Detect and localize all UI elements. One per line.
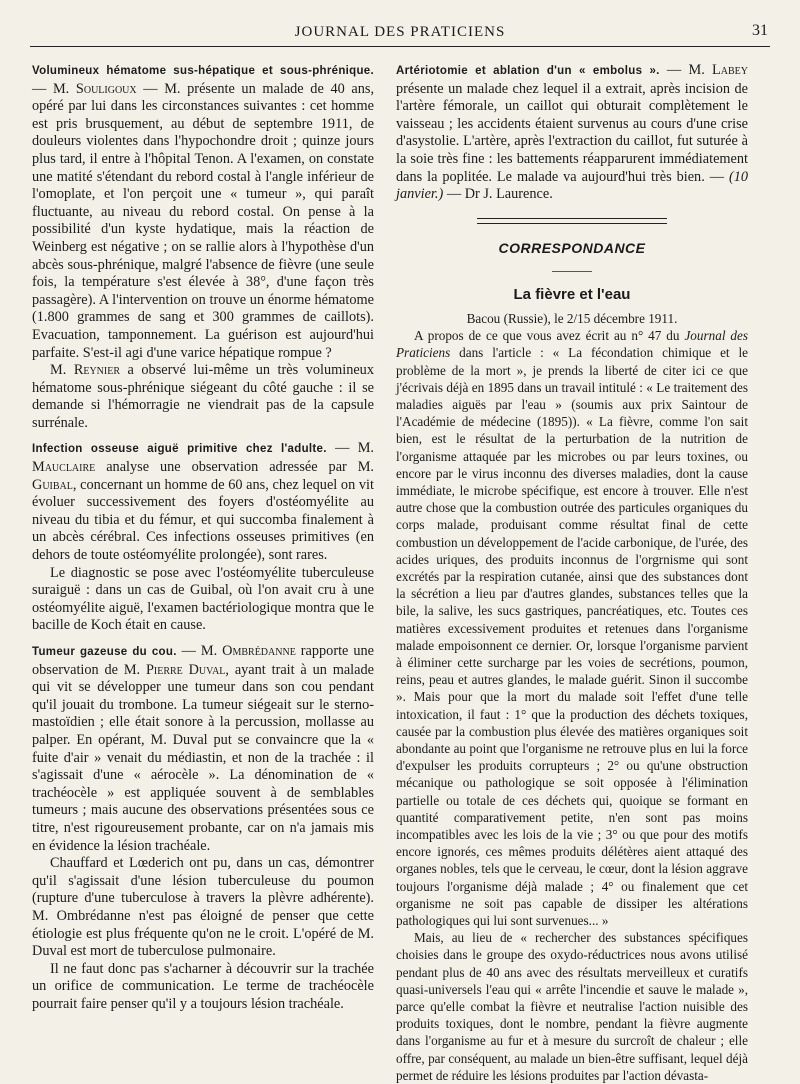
page-header (30, 22, 770, 47)
article-hematome-p2 (32, 362, 374, 432)
article-tumeur-p2: Chauffard et Lœderich ont pu, dans un cas, démontrer qu'il s'agissait d'une lésion tuberculeuse du poumon (rupture d'une tuberculose à travers la plèvre adhérente). M. Ombrédanne n'est pas éloigné de penser que cette étiologie est plus fréquente qu'on ne le croit. L'opéré de M. Duval est mort de tuberculose pulmonaire. (32, 855, 374, 960)
title-rule (552, 271, 592, 272)
rubric-hematome: Volumineux hématome sus-hépatique et sous-phrénique. (32, 65, 374, 77)
article-dash: — M. (32, 80, 76, 97)
article-infection-p2: Le diagnostic se pose avec l'ostéomyélite tuberculeuse suraiguë : dans un cas de Guibal, où l'on avait cru à une ostéomyélite aiguë, l'examen bactériologique montra que le bacille de Koch était en cause. (32, 564, 374, 634)
article-signature: — Dr J. Laurence. (446, 186, 553, 203)
article-date: (10 janvier.) (396, 168, 748, 203)
letter-paragraph-2: Mais, au lieu de « rechercher des substances spécifiques choisies dans le groupe des oxydo-réductrices nous avons utilisé pendant plus de 40 ans avec des résultats merveilleux et curatifs quasi-universels l'eau qui « arrête l'incendie et sauve le malade », parce qu'elle combat la fièvre et neutralise l'action nuisible des produits toxiques, dont le nombre, pendant la fièvre augmente dans l'organisme au fur et à mesure du surcroît de chaleur ; elle offre, par conséquent, au malade un bien-être suffisant, lequel déjà permet de réduire les lésions produites par l'action dévasta- (396, 930, 748, 1083)
article-infection-c: , concernant un homme de 60 ans, chez lequel on vit évoluer successivement des foyers d'ostéomyélite au niveau du tibia et du fémur, et qui succomba finalement à un abcès cérébral. Ces infections osseuses primitives (en dehors de toute ostéomyélite prolongée), sont rares. (32, 476, 374, 564)
author-labey: Labey (712, 62, 748, 78)
article-arteriotomie (396, 62, 748, 204)
author-souligoux: Souligoux (75, 80, 137, 97)
section-title: CORRESPONDANCE (498, 239, 646, 256)
author-reynier: Reynier (73, 362, 121, 379)
rubric-tumeur: Tumeur gazeuse du cou. (32, 646, 177, 658)
journal-name: Journal des Praticiens (396, 328, 749, 361)
journal-title: JOURNAL DES PRATICIENS (294, 24, 506, 40)
article-tumeur-a: — M. (181, 643, 218, 659)
article-infection (32, 440, 374, 564)
article-tumeur-b: rapporte une observation de M. (32, 643, 374, 678)
article-tumeur-c: , ayant trait à un malade qui vit se développer une tumeur dans son cou pendant qu'il jouait du trombone. La tumeur siégeait sur le sterno-mastoïdien ; elle était sonore à la percussion, mollasse au palper. En opérant, M. Duval put se convaincre que la « fuite d'air » venait du médiastin, et non de la trachée : il s'agissait d'une « aérocèle ». La dénomination de « trachéocèle » est appliquée souvent à de semblables tumeurs ; mais aucune des observations présentées sous ce titre, n'est rigoureusement probante, car on n'a jamais mis en évidence la lésion trachéale. (32, 661, 374, 854)
article-infection-b: analyse une observation adressée par M. (106, 459, 375, 476)
article-tumeur-p3: Il ne faut donc pas s'acharner à découvrir sur la trachée un orifice de communication. Le terme de trachéocèle pourrait faire penser qu'il y a toujours lésion trachéale. (32, 960, 374, 1012)
article-title: La fièvre et l'eau (513, 286, 631, 304)
article-dash: — M. (666, 62, 713, 78)
prefix-m: M. (50, 362, 74, 379)
author-pierre-duval: Pierre Duval (145, 661, 226, 678)
section-separator (477, 218, 667, 224)
article-hematome (32, 62, 374, 362)
article-infection-a: — M. (335, 440, 374, 457)
article-tumeur (32, 643, 374, 855)
letter-p1-b: dans l'article : « La fécondation chimique et le problème de la mort », je prends la liberté de citer ici ce que j'écrivais déjà en 1895 dans un travail intitulé : « Le traitement des maladies aiguës par l'eau » (soumis aux prix Saintour de l'Académie de médecine (1895)). « La fièvre, comme l'on sait bien, est le résultat de la perturbation de la nutrition de l'organisme attaquée par les microbes ou par leurs toxines, ou encore par le virus inconnu des diverses maladies, dont la cause immédiate, le microbe spécifique, est encore à trouver. Elle n'est autre chose que la combustion outrée des particules organiques du corps malade, produisant comme résultat final de cette combustion un développement de l'acide carbonique, de l'urée, des acides uriques, des produits inconnus de l'orgrnisme qui sont excrétés par la respiration cutanée, ainsi que des substances dont la sécrétion a lieu par d'autres glandes, substances telles que la bile, la salive, les sucs gastriques, pancréatiques, etc. Toutes ces matières excessivement produites et retenues dans l'organisme malade empoisonnent ce dernier. Or, lorsque l'organisme parvient à éliminer cette surcharge par les voies de secrétions, poumon, reins, peau et autres glandes, le malade guérit. Sinon il succombe ». Mais pour que la mort du malade soit l'effet d'une telle intoxication, il faut : 1° que la production des déchets toxiques, causée par la combustion plus élevée des matières organiques soit abondante au point que l'organisme ne retrouve plus en lui la force d'expulser les produits corrupteurs ; 2° ou qu'une obstruction mécanique ou pathologique se soit opposée à l'élimination partielle ou totale de ces déchets qui, quoique se formant en quantité comparativement petite, n'en sont pas moins incompatibles avec les lois de la vie ; 3° ou que pour des motifs encore ignorés, ces mêmes produits délétères aient attaqué des organes nobles, tels que le cerveau, le cœur, dont la lésion aggrave toujours l'organisme déjà malade ; 4° ou finalement que cet organisme ne soit pas capable de dissiper les altérations pathologiques qui lui sont survenues... » (396, 345, 748, 929)
page-number: 31 (752, 22, 768, 39)
letter-paragraph-1 (396, 327, 748, 929)
left-column (32, 62, 374, 1013)
author-guibal: Guibal (32, 476, 73, 493)
article-hematome-text: — M. présente un malade de 40 ans, opéré par lui dans les circonstances suivantes : cet homme est pris brusquement, au début de septembre 1911, de douleurs violentes dans l'hypochondre droit ; quinze jours plus tard, il entre à l'hôpital Tenon. A l'examen, on constate une matité s'étendant du rebord costal à l'angle inférieur de l'omoplate, et l'on perçoit une « tumeur », qui paraît fluctuante, au niveau du rebord costal. On pense à la possibilité d'un kyste hydatique, mais la réaction de Weinberg est négative ; on se rallie alors à l'hypothèse d'un abcès sous-phrénique, malgré l'absence de fièvre (une seule fois, la température s'est élevée à 38°, d'une façon très passagère). A l'intervention on trouve un énorme hématome (1.800 grammes de sang et 300 grammes de caillots). Evacuation, tamponnement. La guérison est aujourd'hui parfaite. S'est-il agi d'une varice hépatique rompue ? (32, 80, 375, 361)
rubric-arteriotomie: Artériotomie et ablation d'un « embolus ». (396, 65, 660, 77)
author-ombredanne: Ombrédanne (222, 643, 296, 659)
letter-p1-a: A propos de ce que vous avez écrit au n° 47 du (414, 328, 680, 344)
letter-dateline: Bacou (Russie), le 2/15 décembre 1911. (466, 310, 678, 326)
rubric-infection: Infection osseuse aiguë primitive chez l'adulte. (32, 443, 327, 456)
author-mauclaire: Mauclaire (32, 459, 96, 476)
spacer (32, 432, 374, 440)
right-column (396, 62, 748, 1084)
spacer (32, 635, 374, 643)
article-arteriotomie-text: présente un malade chez lequel il a extrait, après incision de l'artère fémorale, un caillot qui obturait complètement le vaisseau ; les accidents étaient survenus au cours d'une crise d'asystolie. L'artère, après l'extraction du caillot, fut suturée à la soie très fine : les battements réapparurent immédiatement dans la poplitée. Le malade va aujourd'hui très bien. — (396, 80, 748, 185)
article-hematome-p2-text: a observé lui-même un très volumineux hématome sous-phrénique siégeant du côté gauche : il se demande si l'hémorragie ne viendrait pas de la capsule surrénale. (32, 362, 374, 431)
